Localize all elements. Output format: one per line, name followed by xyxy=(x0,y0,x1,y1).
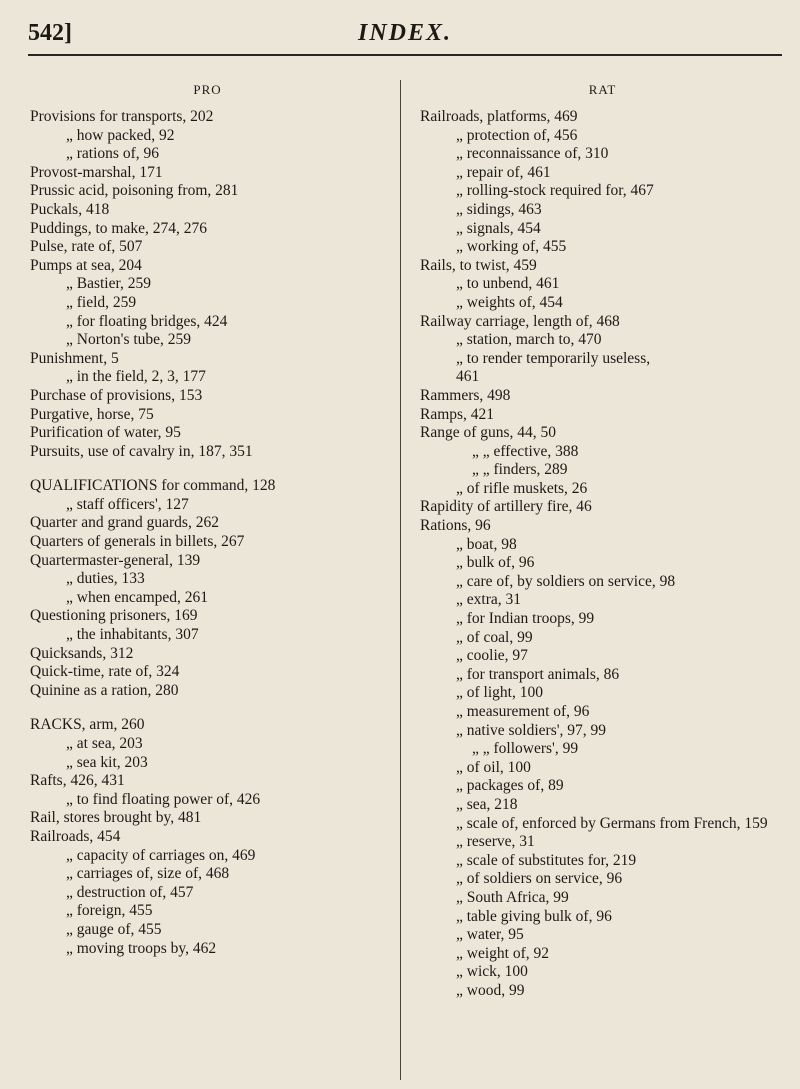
index-entry: Rations, 96 xyxy=(420,517,491,535)
index-entry: „ field, 259 xyxy=(66,293,137,311)
running-title: INDEX. xyxy=(357,20,453,46)
index-entry: „ reserve, 31 xyxy=(456,833,535,851)
index-entry: „ when encamped, 261 xyxy=(66,588,209,606)
index-entry: „ rolling-stock required for, 467 xyxy=(456,182,654,200)
index-entry: Purification of water, 95 xyxy=(30,424,181,442)
left-column-heading: PRO xyxy=(193,82,222,97)
index-entry: „ water, 95 xyxy=(456,926,524,944)
index-entry: „ at sea, 203 xyxy=(66,735,143,752)
index-entry: Provost-marshal, 171 xyxy=(30,163,163,181)
index-entry: „ native soldiers', 97, 99 xyxy=(456,721,607,739)
index-entry: „ wood, 99 xyxy=(456,981,525,999)
index-entry: „ South Africa, 99 xyxy=(456,888,569,906)
index-entry: Purgative, horse, 75 xyxy=(30,405,154,423)
index-entry: „ staff officers', 127 xyxy=(66,495,189,513)
section-gap xyxy=(30,461,385,477)
index-entry: „ packages of, 89 xyxy=(456,777,564,795)
index-entry: Ramps, 421 xyxy=(420,405,495,423)
index-entry: Rafts, 426, 431 xyxy=(30,772,125,790)
index-entry: „ signals, 454 xyxy=(456,219,541,237)
index-entry: „ of oil, 100 xyxy=(456,758,531,776)
index-entry: RACKS, arm, 260 xyxy=(30,716,145,734)
index-entry: Quick-time, rate of, 324 xyxy=(30,663,180,681)
index-entry: Punishment, 5 xyxy=(30,349,119,367)
index-entry: „ capacity of carriages on, 469 xyxy=(66,846,256,864)
index-entry: Pulse, rate of, 507 xyxy=(30,238,143,256)
index-entry: „ table giving bulk of, 96 xyxy=(456,907,612,925)
index-entry: „ boat, 98 xyxy=(456,535,517,553)
index-entry: „ „ followers', 99 xyxy=(472,740,579,758)
index-entry: Prussic acid, poisoning from, 281 xyxy=(30,182,239,200)
index-entry: „ sea kit, 203 xyxy=(66,753,148,771)
index-entry: „ sidings, 463 xyxy=(456,200,542,218)
index-entry: „ of light, 100 xyxy=(456,684,543,702)
index-entry: „ bulk of, 96 xyxy=(456,554,535,572)
index-entry: „ in the field, 2, 3, 177 xyxy=(66,368,206,386)
left-column xyxy=(30,82,385,958)
index-entry: „ sea, 218 xyxy=(456,795,518,813)
index-entry: „ destruction of, 457 xyxy=(66,883,194,901)
column-divider xyxy=(400,80,401,1080)
index-entry: „ of rifle muskets, 26 xyxy=(456,479,588,497)
index-entry: Rapidity of artillery fire, 46 xyxy=(420,498,592,516)
index-entry: „ reconnaissance of, 310 xyxy=(456,145,609,163)
index-entry: „ care of, by soldiers on service, 98 xyxy=(456,572,676,590)
right-column xyxy=(420,82,785,1001)
index-entry: „ the inhabitants, 307 xyxy=(66,626,199,644)
index-entry: „ Bastier, 259 xyxy=(66,275,152,293)
index-entry: Provisions for transports, 202 xyxy=(30,108,214,125)
index-entry: Rammers, 498 xyxy=(420,386,511,404)
index-entry: Quinine as a ration, 280 xyxy=(30,681,179,699)
index-entry: „ measurement of, 96 xyxy=(456,703,590,720)
index-entry: Quarters of generals in billets, 267 xyxy=(30,533,245,551)
index-entry: Quicksands, 312 xyxy=(30,644,134,662)
index-entry: Railroads, 454 xyxy=(30,827,121,845)
index-entry: „ coolie, 97 xyxy=(456,647,528,665)
index-entry: Rails, to twist, 459 xyxy=(420,256,537,274)
index-entry: „ foreign, 455 xyxy=(66,902,153,920)
index-entry: „ weights of, 454 xyxy=(456,293,563,311)
index-entry: „ for floating bridges, 424 xyxy=(66,312,228,330)
index-entry: Rail, stores brought by, 481 xyxy=(30,809,202,827)
index-entry: Quarter and grand guards, 262 xyxy=(30,514,219,532)
index-entry: „ carriages of, size of, 468 xyxy=(66,865,230,883)
index-entry: „ station, march to, 470 xyxy=(456,331,602,349)
index-entry: „ scale of, enforced by Germans from French, 159 xyxy=(456,814,768,832)
index-entry: „ repair of, 461 xyxy=(456,163,551,181)
section-gap xyxy=(30,700,385,716)
index-entry: Questioning prisoners, 169 xyxy=(30,607,198,625)
index-entry: „ protection of, 456 xyxy=(456,126,578,144)
index-entry: „ weight of, 92 xyxy=(456,944,549,962)
index-entry: „ duties, 133 xyxy=(66,570,145,588)
index-entry: Puddings, to make, 274, 276 xyxy=(30,219,207,237)
index-entry: Pursuits, use of cavalry in, 187, 351 xyxy=(30,442,253,460)
index-entry: Pumps at sea, 204 xyxy=(30,256,142,274)
index-entry: „ for transport animals, 86 xyxy=(456,665,620,683)
index-entry: „ „ effective, 388 xyxy=(472,442,579,460)
index-entry: „ extra, 31 xyxy=(456,591,521,609)
page-number: 542] xyxy=(28,20,72,46)
index-entry: „ gauge of, 455 xyxy=(66,920,162,938)
page-header xyxy=(28,18,782,56)
index-entry: Puckals, 418 xyxy=(30,200,110,218)
index-entry: „ rations of, 96 xyxy=(66,145,159,163)
index-entry: „ „ finders, 289 xyxy=(472,461,568,479)
index-entry: „ scale of substitutes for, 219 xyxy=(456,851,637,869)
index-entry: „ of coal, 99 xyxy=(456,628,533,646)
index-entry: Range of guns, 44, 50 xyxy=(420,424,557,442)
right-column-heading: RAT xyxy=(588,82,617,97)
index-entry: QUALIFICATIONS for command, 128 xyxy=(30,477,276,495)
index-entry: 461 xyxy=(456,368,480,386)
index-entry: Railroads, platforms, 469 xyxy=(420,108,578,125)
index-entry: Quartermaster-general, 139 xyxy=(30,551,201,569)
index-entry: „ how packed, 92 xyxy=(66,126,175,144)
index-entry: „ for Indian troops, 99 xyxy=(456,610,595,628)
index-entry: „ moving troops by, 462 xyxy=(66,939,217,957)
index-entry: „ to render temporarily useless, xyxy=(456,349,651,367)
index-entry: „ of soldiers on service, 96 xyxy=(456,870,623,888)
index-entry: „ working of, 455 xyxy=(456,238,567,256)
index-entry: Railway carriage, length of, 468 xyxy=(420,312,620,330)
index-entry: „ to unbend, 461 xyxy=(456,275,560,293)
index-entry: „ to find floating power of, 426 xyxy=(66,790,261,808)
index-entry: „ Norton's tube, 259 xyxy=(66,331,192,349)
index-entry: Purchase of provisions, 153 xyxy=(30,386,203,404)
index-entry: „ wick, 100 xyxy=(456,963,528,981)
